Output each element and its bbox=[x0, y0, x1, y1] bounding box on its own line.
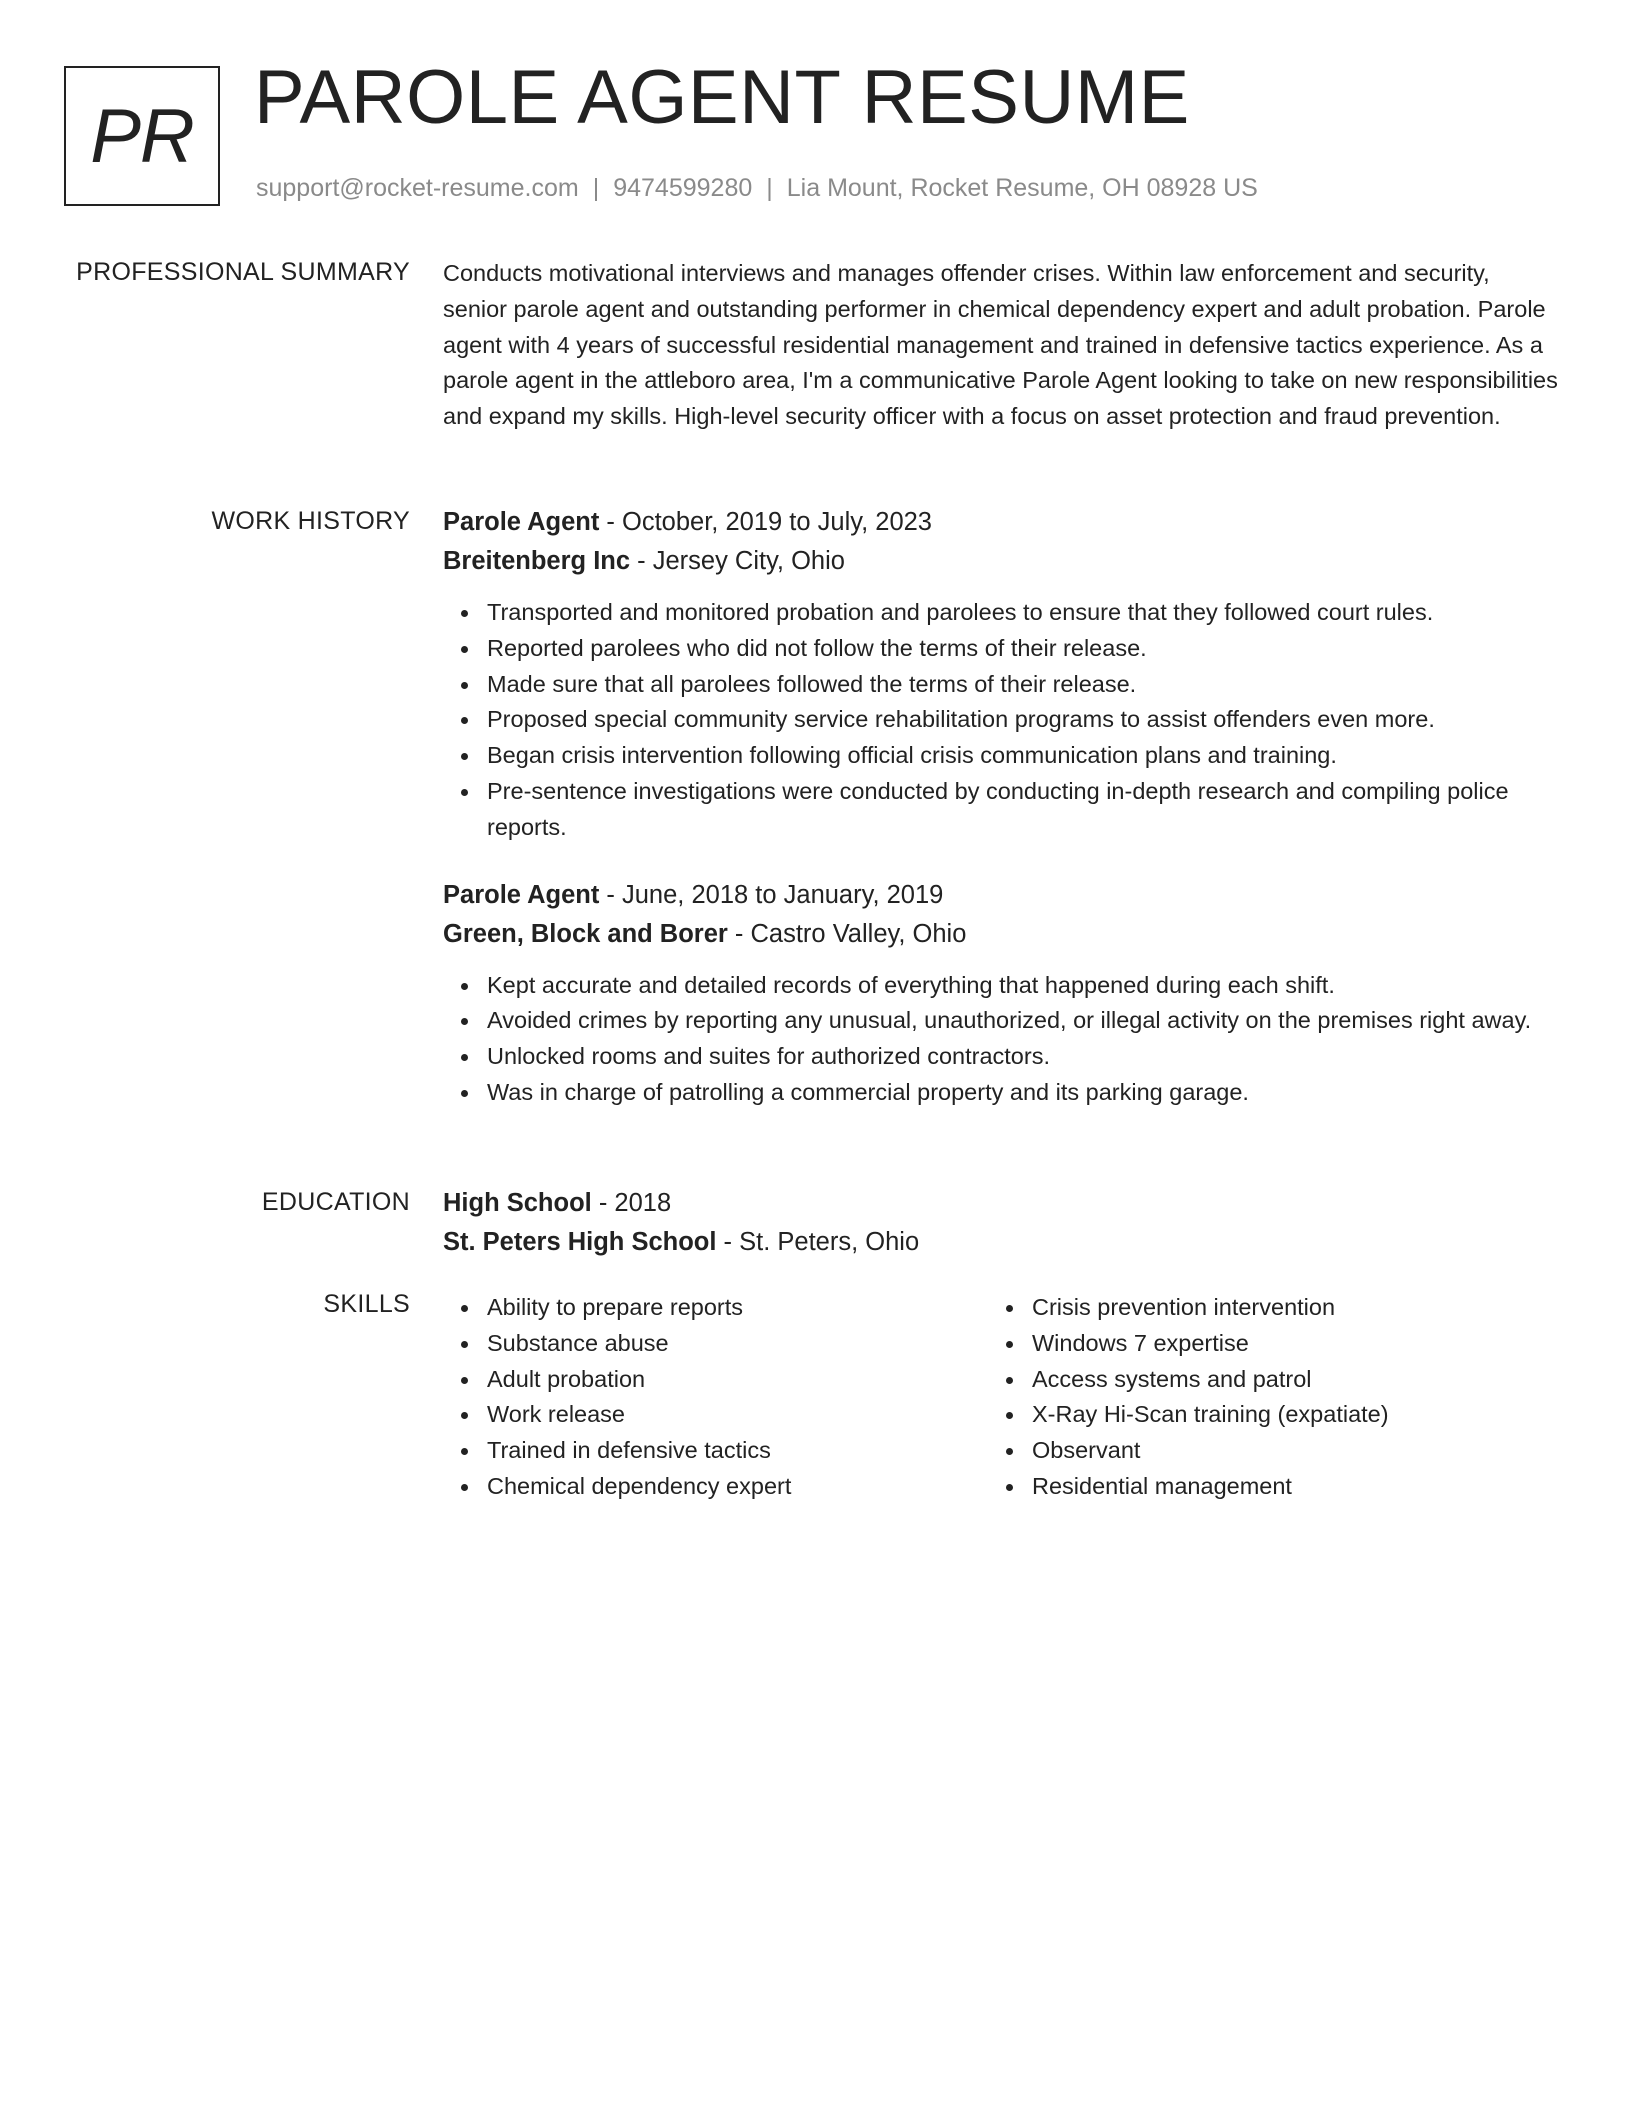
skill-item: Windows 7 expertise bbox=[1032, 1326, 1533, 1362]
job-bullets bbox=[443, 968, 1559, 1111]
education-school: St. Peters High School bbox=[443, 1228, 717, 1256]
job-bullet: Reported parolees who did not follow the terms of their release. bbox=[487, 631, 1559, 667]
job-bullet: Transported and monitored probation and parolees to ensure that they followed court rules. bbox=[487, 595, 1559, 631]
summary-text: Conducts motivational interviews and manages offender crises. Within law enforcement and security, senior parole agent and outstanding performer in chemical dependency expert and adult probation. Parole agent with 4 years of successful residential management and trained in defensive tactics experience. As a parole agent in the attleboro area, I'm a communicative Parole Agent looking to take on new responsibilities and expand my skills. High-level security officer with a focus on asset protection and fraud prevention. bbox=[443, 260, 1558, 430]
contact-line bbox=[256, 174, 1258, 203]
job-bullet: Began crisis intervention following official crisis communication plans and training. bbox=[487, 738, 1559, 774]
job-dates: - October, 2019 to July, 2023 bbox=[599, 508, 932, 536]
job-bullet: Avoided crimes by reporting any unusual, unauthorized, or illegal activity on the premises right away. bbox=[487, 1003, 1559, 1039]
skills-list-left bbox=[443, 1290, 988, 1505]
section-label-summary: PROFESSIONAL SUMMARY bbox=[76, 258, 410, 286]
job-entry bbox=[443, 876, 1559, 1111]
skill-item: Adult probation bbox=[487, 1362, 988, 1398]
skills-column-left bbox=[443, 1290, 988, 1505]
job-title: Parole Agent bbox=[443, 880, 600, 909]
job-bullet: Proposed special community service rehabilitation programs to assist offenders even more. bbox=[487, 702, 1559, 738]
job-title: Parole Agent bbox=[443, 508, 600, 536]
skill-item: Ability to prepare reports bbox=[487, 1290, 988, 1326]
job-title-line bbox=[443, 876, 1559, 915]
skill-item: Trained in defensive tactics bbox=[487, 1433, 988, 1469]
work-history-body bbox=[443, 503, 1559, 1111]
job-bullets bbox=[443, 595, 1559, 846]
job-location: - Jersey City, Ohio bbox=[630, 547, 845, 575]
job-dates: - June, 2018 to January, 2019 bbox=[599, 880, 944, 909]
job-bullet: Unlocked rooms and suites for authorized contractors. bbox=[487, 1039, 1559, 1075]
skill-item: Chemical dependency expert bbox=[487, 1469, 988, 1505]
job-company-line bbox=[443, 542, 1559, 581]
skills-column-right bbox=[988, 1290, 1533, 1505]
education-year: - 2018 bbox=[591, 1189, 672, 1217]
skills-columns bbox=[443, 1290, 1559, 1505]
summary-body bbox=[443, 256, 1559, 435]
job-title-line bbox=[443, 503, 1559, 542]
skill-item: Crisis prevention intervention bbox=[1032, 1290, 1533, 1326]
job-bullet: Kept accurate and detailed records of everything that happened during each shift. bbox=[487, 968, 1559, 1004]
section-label-work-history: WORK HISTORY bbox=[211, 507, 410, 535]
skill-item: Observant bbox=[1032, 1433, 1533, 1469]
skill-item: Access systems and patrol bbox=[1032, 1362, 1533, 1398]
job-company-line bbox=[443, 915, 1559, 954]
skills-list-right bbox=[988, 1290, 1533, 1505]
contact-separator: | bbox=[592, 174, 600, 202]
skills-body bbox=[443, 1290, 1559, 1505]
education-school-line bbox=[443, 1223, 1559, 1262]
education-location: - St. Peters, Ohio bbox=[716, 1228, 920, 1256]
skill-item: Substance abuse bbox=[487, 1326, 988, 1362]
contact-phone: 9474599280 bbox=[613, 174, 753, 202]
education-degree-line bbox=[443, 1184, 1559, 1223]
section-label-education: EDUCATION bbox=[261, 1188, 410, 1216]
section-label-skills: SKILLS bbox=[323, 1290, 410, 1318]
skill-item: Residential management bbox=[1032, 1469, 1533, 1505]
job-bullet: Pre-sentence investigations were conducted by conducting in-depth research and compiling police reports. bbox=[487, 774, 1559, 846]
job-company: Green, Block and Borer bbox=[443, 919, 728, 948]
education-degree: High School bbox=[443, 1189, 592, 1217]
contact-address: Lia Mount, Rocket Resume, OH 08928 US bbox=[786, 174, 1258, 202]
job-entry bbox=[443, 503, 1559, 846]
contact-email: support@rocket-resume.com bbox=[256, 174, 579, 202]
skill-item: Work release bbox=[487, 1397, 988, 1433]
monogram-badge: PR bbox=[64, 66, 220, 206]
education-body bbox=[443, 1184, 1559, 1262]
job-bullet: Made sure that all parolees followed the terms of their release. bbox=[487, 667, 1559, 703]
job-bullet: Was in charge of patrolling a commercial property and its parking garage. bbox=[487, 1075, 1559, 1111]
job-location: - Castro Valley, Ohio bbox=[727, 919, 967, 948]
skill-item: X-Ray Hi-Scan training (expatiate) bbox=[1032, 1397, 1533, 1433]
job-company: Breitenberg Inc bbox=[443, 547, 631, 575]
contact-separator: | bbox=[766, 174, 773, 202]
resume-title: PAROLE AGENT RESUME bbox=[254, 55, 1190, 140]
